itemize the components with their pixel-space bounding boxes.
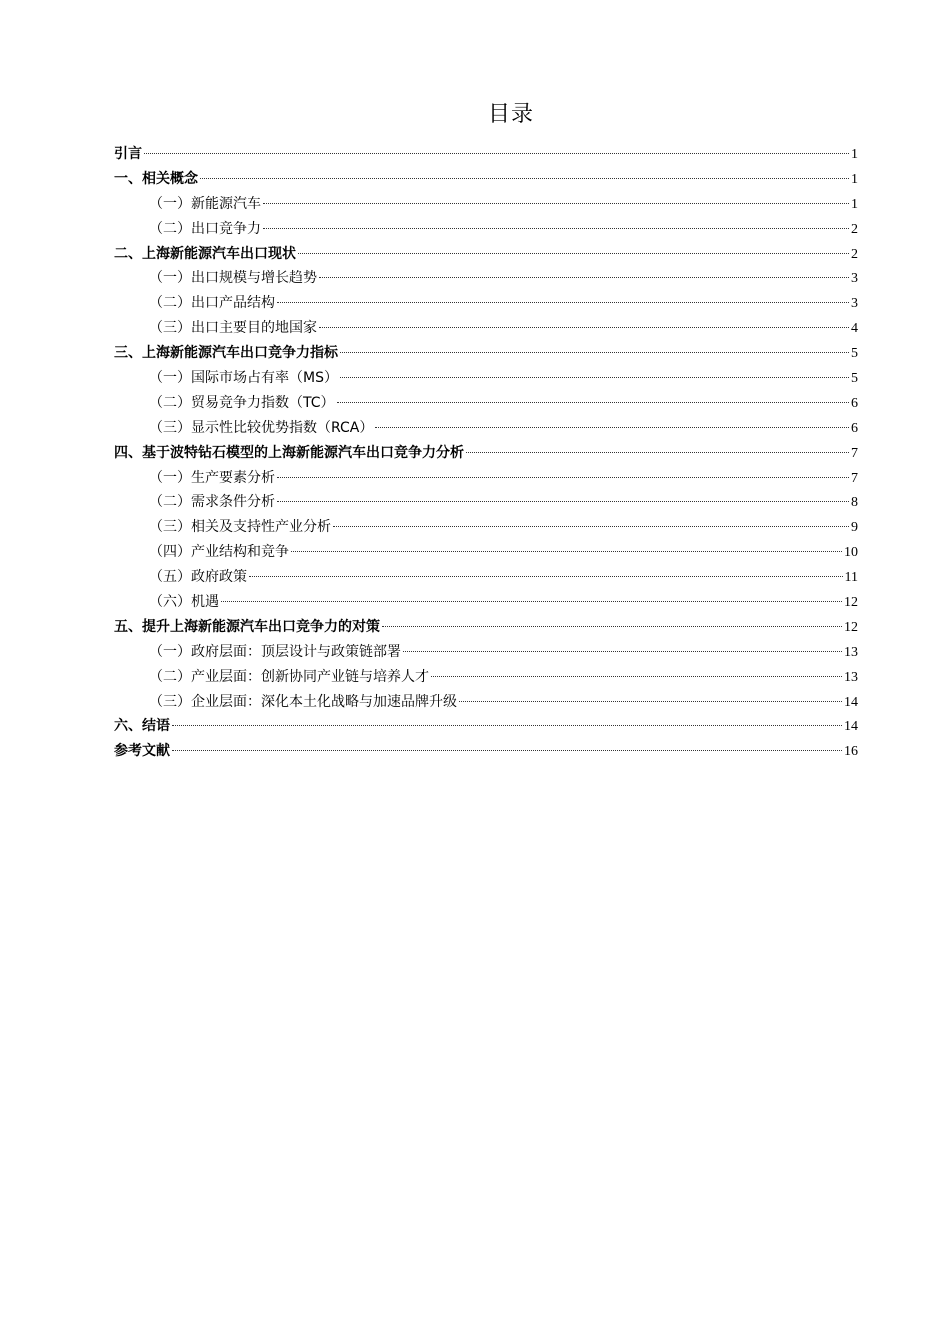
dot-leader bbox=[298, 253, 849, 254]
toc-entry[interactable] bbox=[114, 590, 858, 615]
dot-leader bbox=[340, 377, 849, 378]
toc-page-number: 5 bbox=[851, 371, 858, 387]
dot-leader bbox=[333, 526, 849, 527]
toc-entry-text: （一）政府层面：顶层设计与政策链部署 bbox=[149, 643, 401, 660]
toc-entry-text: （二）需求条件分析 bbox=[149, 494, 275, 511]
toc-entry[interactable] bbox=[114, 690, 858, 715]
toc-entry[interactable] bbox=[114, 192, 858, 217]
toc-page-number: 9 bbox=[851, 520, 858, 536]
toc-entry-text: （一）生产要素分析 bbox=[149, 469, 275, 486]
toc-entry-text: 参考文献 bbox=[114, 743, 170, 760]
toc-entry[interactable] bbox=[114, 540, 858, 565]
toc-page-number: 16 bbox=[844, 744, 858, 760]
toc-page-number: 11 bbox=[844, 570, 858, 586]
dot-leader bbox=[277, 302, 849, 303]
dot-leader bbox=[200, 178, 849, 179]
dot-leader bbox=[466, 452, 849, 453]
toc-entry-text: （三）企业层面：深化本土化战略与加速品牌升级 bbox=[149, 693, 457, 710]
dot-leader bbox=[403, 651, 842, 652]
toc-entry-text: （四）产业结构和竞争 bbox=[149, 544, 289, 561]
toc-entry[interactable] bbox=[114, 391, 858, 416]
toc-page-number: 7 bbox=[851, 470, 858, 486]
dot-leader bbox=[249, 576, 843, 577]
dot-leader bbox=[263, 228, 849, 229]
dot-leader bbox=[172, 750, 842, 751]
toc-entry-text: （二）出口产品结构 bbox=[149, 295, 275, 312]
toc-entry-text: 一、相关概念 bbox=[114, 170, 198, 187]
toc-entry-text: 四、基于波特钻石模型的上海新能源汽车出口竞争力分析 bbox=[114, 444, 464, 461]
toc-entry[interactable] bbox=[114, 615, 858, 640]
toc-entry[interactable] bbox=[114, 217, 858, 242]
dot-leader bbox=[319, 327, 849, 328]
toc-entry-text: （一）国际市场占有率（MS） bbox=[149, 370, 338, 387]
toc-entry[interactable] bbox=[114, 366, 858, 391]
toc-entry-text: （一）新能源汽车 bbox=[149, 195, 261, 212]
toc-entry[interactable] bbox=[114, 341, 858, 366]
dot-leader bbox=[340, 352, 849, 353]
toc-entry[interactable] bbox=[114, 266, 858, 291]
toc-page-number: 12 bbox=[844, 595, 858, 611]
toc-title: 目录 bbox=[487, 102, 534, 127]
toc-entry[interactable] bbox=[114, 466, 858, 491]
toc-entry[interactable] bbox=[114, 665, 858, 690]
toc-page-number: 2 bbox=[851, 246, 858, 262]
toc-entry-text: 三、上海新能源汽车出口竞争力指标 bbox=[114, 345, 338, 362]
toc-entry-text: 五、提升上海新能源汽车出口竞争力的对策 bbox=[114, 618, 380, 635]
toc-entry[interactable] bbox=[114, 316, 858, 341]
toc-entry-text: （二）出口竞争力 bbox=[149, 220, 261, 237]
toc-page-number: 6 bbox=[851, 420, 858, 436]
dot-leader bbox=[319, 277, 849, 278]
toc-entry-text: 六、结语 bbox=[114, 718, 170, 735]
toc-entry-text: （三）相关及支持性产业分析 bbox=[149, 519, 331, 536]
dot-leader bbox=[431, 676, 842, 677]
toc-page-number: 10 bbox=[844, 545, 858, 561]
toc-entry[interactable] bbox=[114, 416, 858, 441]
toc-list bbox=[114, 142, 858, 764]
toc-entry[interactable] bbox=[114, 739, 858, 764]
dot-leader bbox=[459, 701, 842, 702]
toc-entry-text: （二）产业层面：创新协同产业链与培养人才 bbox=[149, 668, 429, 685]
toc-page-number: 13 bbox=[844, 669, 858, 685]
toc-entry-text: （六）机遇 bbox=[149, 594, 219, 611]
toc-page-number: 1 bbox=[851, 171, 858, 187]
toc-entry[interactable] bbox=[114, 441, 858, 466]
toc-entry[interactable] bbox=[114, 515, 858, 540]
toc-page-number: 7 bbox=[851, 445, 858, 461]
toc-entry-text: （二）贸易竞争力指数（TC） bbox=[149, 394, 335, 411]
toc-entry-text: 引言 bbox=[114, 146, 142, 162]
dot-leader bbox=[144, 153, 849, 154]
toc-entry[interactable] bbox=[114, 640, 858, 665]
toc-entry-text: 二、上海新能源汽车出口现状 bbox=[114, 245, 296, 262]
dot-leader bbox=[221, 601, 842, 602]
toc-page-number: 1 bbox=[851, 147, 858, 162]
toc-entry-text: （五）政府政策 bbox=[149, 569, 247, 586]
toc-page-number: 5 bbox=[851, 346, 858, 362]
toc-page-number: 13 bbox=[844, 644, 858, 660]
toc-entry[interactable] bbox=[114, 490, 858, 515]
toc-page-number: 6 bbox=[851, 395, 858, 411]
dot-leader bbox=[375, 427, 849, 428]
toc-page-number: 3 bbox=[851, 271, 858, 287]
toc-entry-text: （三）显示性比较优势指数（RCA） bbox=[149, 419, 374, 436]
toc-page-number: 2 bbox=[851, 221, 858, 237]
toc-entry[interactable] bbox=[114, 714, 858, 739]
toc-entry[interactable] bbox=[114, 142, 858, 167]
toc-entry[interactable] bbox=[114, 291, 858, 316]
toc-page-number: 14 bbox=[844, 719, 858, 735]
dot-leader bbox=[277, 477, 849, 478]
toc-page-number: 4 bbox=[851, 321, 858, 337]
toc-page-number: 8 bbox=[851, 495, 858, 511]
toc-entry[interactable] bbox=[114, 565, 858, 590]
dot-leader bbox=[337, 402, 849, 403]
toc-entry[interactable] bbox=[114, 242, 858, 267]
dot-leader bbox=[382, 626, 842, 627]
toc-entry[interactable] bbox=[114, 167, 858, 192]
dot-leader bbox=[263, 203, 849, 204]
toc-page-number: 12 bbox=[844, 619, 858, 635]
toc-page-number: 1 bbox=[851, 196, 858, 212]
toc-entry-text: （一）出口规模与增长趋势 bbox=[149, 270, 317, 287]
toc-page-number: 14 bbox=[844, 694, 858, 710]
dot-leader bbox=[172, 725, 842, 726]
toc-page-number: 3 bbox=[851, 296, 858, 312]
toc-entry-text: （三）出口主要目的地国家 bbox=[149, 320, 317, 337]
dot-leader bbox=[291, 551, 842, 552]
dot-leader bbox=[277, 501, 849, 502]
